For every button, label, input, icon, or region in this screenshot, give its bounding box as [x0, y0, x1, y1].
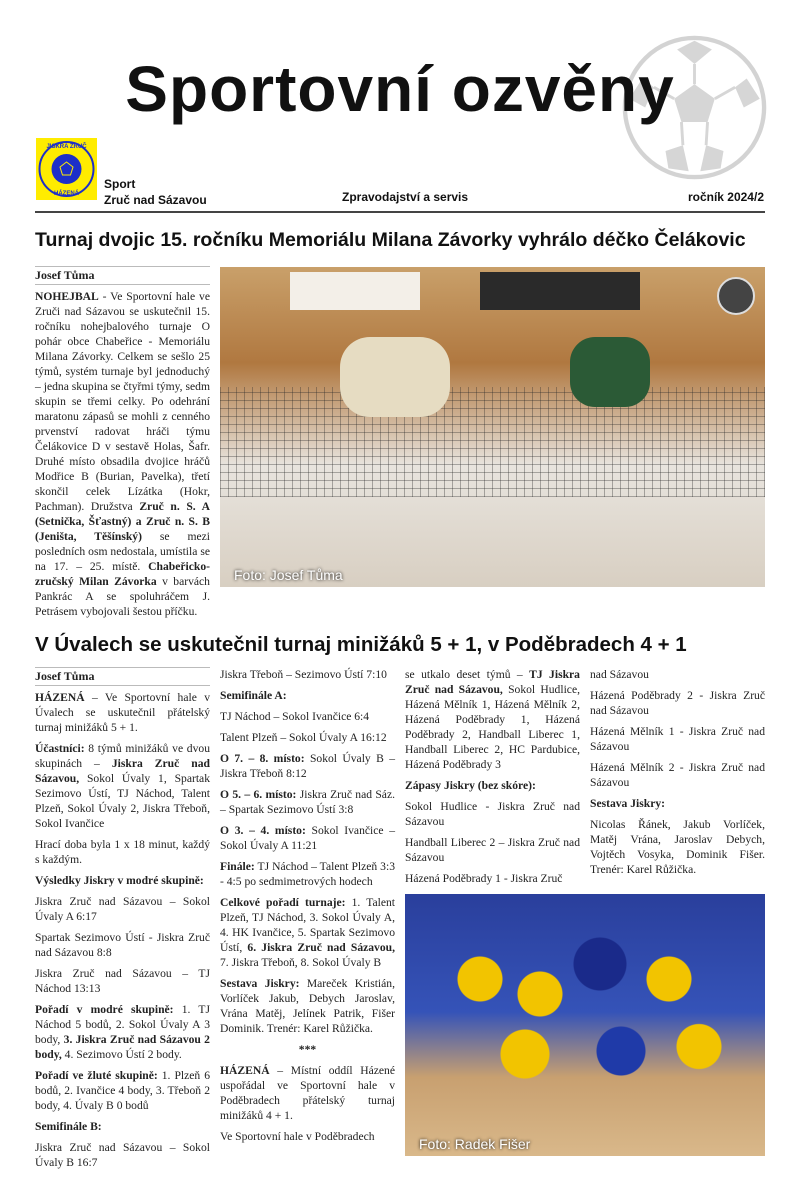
- body-text: se utkalo deset týmů –: [405, 668, 530, 681]
- article2-byline: Josef Tůma: [35, 667, 210, 686]
- masthead-title: Sportovní ozvěny: [125, 53, 675, 125]
- article-paragraph: [590, 667, 765, 682]
- article-paragraph: [220, 1063, 395, 1123]
- article1-headline: Turnaj dvojic 15. ročníku Memoriálu Milana Závorky vyhrálo déčko Čelákovic: [35, 229, 746, 251]
- article-paragraph: [35, 1140, 210, 1170]
- body-text: Sokol Úvaly B – Jiskra Třeboň 8:12: [220, 752, 395, 780]
- article2-column-4: [590, 667, 765, 877]
- body-text: 1. Plzeň 6 bodů, 2. Ivančice 4 body, 3. Třeboň 2 body, 4. Úvaly B 0 bodů: [35, 1069, 210, 1112]
- body-text: Házená Mělník 2 - Jiskra Zruč nad Sázavou: [590, 761, 765, 789]
- article-paragraph: [590, 688, 765, 718]
- body-text: Nicolas Řánek, Jakub Vorlíček, Matěj Vrána, Jaroslav Debych, Vojtěch Vosyka, Dominik Fišer. Trenér: Karel Růžička.: [590, 818, 765, 876]
- article-paragraph: [35, 837, 210, 867]
- body-text: Jiskra Zruč nad Sázavou – Sokol Úvaly A 6:17: [35, 895, 210, 923]
- article2-column-1: [35, 667, 210, 1170]
- svg-text:HÁZENÁ: HÁZENÁ: [54, 191, 79, 197]
- article-paragraph: [220, 1042, 395, 1057]
- bold-text: Jiskra Zruč nad Sázavou,: [35, 757, 210, 785]
- body-text: Jiskra Třeboň – Sezimovo Ústí 7:10: [220, 668, 387, 681]
- article2-column-3: [405, 667, 580, 886]
- article-paragraph: [35, 1002, 210, 1062]
- article-paragraph: [220, 730, 395, 745]
- article-paragraph: [590, 796, 765, 811]
- article1-byline: Josef Tůma: [35, 266, 210, 285]
- article-paragraph: [35, 930, 210, 960]
- masthead-section: Sport: [104, 177, 136, 191]
- body-text: nad Sázavou: [590, 668, 649, 681]
- article-paragraph: [220, 787, 395, 817]
- article2-photo: [405, 894, 765, 1156]
- article-paragraph: [220, 688, 395, 703]
- bold-text: Pořadí v modré skupině:: [35, 1003, 174, 1016]
- body-text: 1. TJ Náchod 5 bodů, 2. Sokol Úvaly A 3 body,: [35, 1003, 210, 1046]
- section-separator: ***: [298, 1043, 317, 1056]
- article-paragraph: [405, 667, 580, 772]
- body-text: 4. Sezimovo Ústí 2 body.: [61, 1048, 182, 1061]
- body-text: Mareček Kristián, Vorlíček Jakub, Debych Jaroslav, Vrána Matěj, Jelínek Patrik, Fišer Dominik. Trenér: Karel Růžička.: [220, 977, 395, 1035]
- article-paragraph: [590, 760, 765, 790]
- article-paragraph: [220, 667, 395, 682]
- bold-text: Celkové pořadí turnaje:: [220, 896, 346, 909]
- body-text: Jiskra Zruč nad Sázavou – Sokol Úvaly B 16:7: [35, 1141, 210, 1169]
- article-paragraph: [220, 895, 395, 970]
- article-paragraph: [590, 724, 765, 754]
- article-paragraph: [405, 835, 580, 865]
- bold-text: Sestava Jiskry:: [220, 977, 300, 990]
- article-paragraph: [35, 1119, 210, 1134]
- article-paragraph: [35, 741, 210, 831]
- article-paragraph: [35, 894, 210, 924]
- bold-text: O 5. – 6. místo:: [220, 788, 297, 801]
- body-text: Házená Poděbrady 2 - Jiskra Zruč nad Sázavou: [590, 689, 765, 717]
- bold-text: Zápasy Jiskry (bez skóre):: [405, 779, 536, 792]
- bold-text: HÁZENÁ: [35, 691, 85, 704]
- bold-text: Účastníci:: [35, 742, 85, 755]
- body-text: Házená Mělník 1 - Jiskra Zruč nad Sázavou: [590, 725, 765, 753]
- article-paragraph: [35, 1068, 210, 1113]
- bold-text: Výsledky Jiskry v modré skupině:: [35, 874, 204, 887]
- body-text: TJ Náchod – Sokol Ivančice 6:4: [220, 710, 370, 723]
- article-paragraph: [35, 289, 210, 619]
- masthead-divider: [35, 211, 765, 213]
- body-text: Sokol Úvaly 1, Spartak Sezimovo Ústí, TJ Náchod, Talent Plzeň, Sokol Úvaly 2, Jiskra Třeboň, Sokol Ivančice: [35, 772, 210, 830]
- body-text: Sokol Ivančice – Sokol Úvaly A 11:21: [220, 824, 395, 852]
- article2-body: [35, 667, 765, 1170]
- svg-text:JISKRA ZRUČ: JISKRA ZRUČ: [46, 144, 87, 150]
- body-text: Talent Plzeň – Sokol Úvaly A 16:12: [220, 731, 387, 744]
- masthead-tagline: Zpravodajství a servis: [342, 190, 469, 204]
- article-paragraph: [35, 873, 210, 888]
- body-text: – Ve Sportovní hale v Úvalech se uskutečnil přátelský turnaj minižáků 5 + 1.: [35, 691, 210, 734]
- article-paragraph: [220, 751, 395, 781]
- body-text: Hrací doba byla 1 x 18 minut, každý s každým.: [35, 838, 210, 866]
- bold-text: Semifinále B:: [35, 1120, 102, 1133]
- body-text: Jiskra Zruč nad Sáz. – Spartak Sezimovo Ústí 3:8: [220, 788, 395, 816]
- article-paragraph: [220, 976, 395, 1036]
- article2-column-2: [220, 667, 395, 1144]
- body-text: – Místní oddíl Házené uspořádal ve Sportovní hale v Poděbradech přátelský turnaj minižáků 4 + 1.: [220, 1064, 395, 1122]
- body-text: Ve Sportovní hale v Poděbradech: [220, 1130, 375, 1143]
- article-paragraph: [35, 966, 210, 996]
- article-paragraph: [405, 871, 580, 886]
- article-paragraph: [220, 859, 395, 889]
- bold-text: Zruč n. S. A (Setnička, Šťastný) a Zruč n. S. B (Jeništa, Těšínský): [35, 500, 211, 543]
- article1-column: [35, 266, 210, 619]
- article-paragraph: [405, 799, 580, 829]
- body-text: 8 týmů minižáků ve dvou skupinách –: [35, 742, 210, 770]
- body-text: Handball Liberec 2 – Jiskra Zruč nad Sázavou: [405, 836, 580, 864]
- bold-text: Sestava Jiskry:: [590, 797, 666, 810]
- article1-photo-caption: Foto: Josef Tůma: [234, 567, 343, 583]
- article2-photo-caption: Foto: Radek Fišer: [419, 1136, 531, 1152]
- bold-text: Finále:: [220, 860, 255, 873]
- article-paragraph: [35, 690, 210, 735]
- body-text: 7. Jiskra Třeboň, 8. Sokol Úvaly B: [220, 956, 382, 969]
- article1-photo: [220, 267, 765, 587]
- bold-text: 6. Jiskra Zruč nad Sázavou,: [247, 941, 395, 954]
- body-text: Házená Poděbrady 1 - Jiskra Zruč: [405, 872, 563, 885]
- body-text: Spartak Sezimovo Ústí - Jiskra Zruč nad Sázavou 8:8: [35, 931, 210, 959]
- bold-text: O 7. – 8. místo:: [220, 752, 305, 765]
- masthead-issue: ročník 2024/2: [687, 190, 764, 204]
- article-paragraph: [405, 778, 580, 793]
- bold-text: Semifinále A:: [220, 689, 287, 702]
- bold-text: TJ Jiskra Zruč nad Sázavou,: [405, 668, 580, 696]
- masthead-town: Zruč nad Sázavou: [104, 193, 207, 207]
- body-text: Sokol Hudlice - Jiskra Zruč nad Sázavou: [405, 800, 580, 828]
- masthead-location: [104, 176, 207, 208]
- body-text: TJ Náchod – Talent Plzeň 3:3 - 4:5 po sedmimetrových hodech: [220, 860, 395, 888]
- article-paragraph: [220, 1129, 395, 1144]
- article-paragraph: [590, 817, 765, 877]
- body-text: v barvách Pankrác A se spoluhráčem J. Petrásem vybojovali šestou příčku.: [35, 575, 210, 618]
- bold-text: O 3. – 4. místo:: [220, 824, 306, 837]
- article2-right-block: [405, 667, 765, 1156]
- bold-text: NOHEJBAL: [35, 290, 99, 303]
- body-text: 1. Talent Plzeň, TJ Náchod, 3. Sokol Úvaly A, 4. HK Ivančice, 5. Spartak Sezimovo Ústí,: [220, 896, 395, 954]
- article-paragraph: [220, 709, 395, 724]
- bold-text: HÁZENÁ: [220, 1064, 270, 1077]
- body-text: - Ve Sportovní hale ve Zruči nad Sázavou se uskutečnil 15. ročníku nohejbalového turnaje O pohár obce Chabeřice - Memoriálu Milana Závorky. Celkem se sešlo 25 týmů, systém turnaje byl jednoduchý – jedna skupina se čtyřmi týmy, sedm skupin se třemi celky. Po odehrání maratonu zápasů se mohli z cenného prvenství radovat hráči týmu Čelákovice D v sestavě Holas, Šafr. Druhé místo obsadila dvojice hráčů Modřice B (Burian, Pavelka), třetí skončil celek Lízátka (Hokr, Pachman). Družstva: [35, 290, 210, 513]
- bold-text: 3. Jiskra Zruč nad Sázavou 2 body,: [35, 1033, 210, 1061]
- body-text: Sokol Hudlice, Házená Mělník 1, Házená Mělník 2, Házená Poděbrady 1, Házená Poděbrady 2, Handball Liberec 1, Handball Liberec 2, HC Pardubice, Házená Poděbrady 3: [405, 683, 580, 771]
- club-logo: [36, 138, 97, 200]
- body-text: se mezi posledních osm nedostala, umístila se na 17. – 25. místě.: [35, 530, 210, 573]
- bold-text: Pořadí ve žluté skupině:: [35, 1069, 158, 1082]
- bold-text: Chabeřicko-zručský Milan Závorka: [35, 560, 210, 588]
- article2-headline: V Úvalech se uskutečnil turnaj minižáků 5 + 1, v Poděbradech 4 + 1: [35, 633, 687, 656]
- article-paragraph: [220, 823, 395, 853]
- body-text: Jiskra Zruč nad Sázavou – TJ Náchod 13:13: [35, 967, 210, 995]
